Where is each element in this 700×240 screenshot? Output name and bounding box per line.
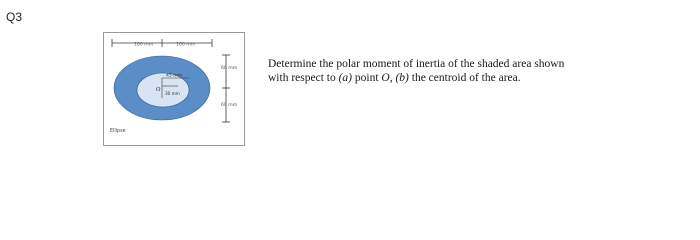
line2-sep: , — [389, 72, 396, 84]
top-dimension — [112, 39, 212, 47]
line2-mid: point — [352, 72, 382, 84]
ellipse-label: Ellipse — [110, 129, 126, 134]
dim-right-width-label: 100 mm — [176, 42, 196, 48]
line2-prefix: with respect to — [268, 72, 339, 84]
dim-left-width-label: 100 mm — [134, 42, 154, 48]
figure-frame — [103, 32, 245, 146]
part-a-marker: (a) — [338, 72, 352, 84]
problem-statement — [268, 57, 688, 85]
point-o-text: O — [381, 72, 390, 84]
problem-line-1: Determine the polar moment of inertia of the shaded area shown — [268, 58, 565, 70]
label-point-o: O — [156, 87, 161, 93]
part-b-marker: (b) — [395, 72, 409, 84]
line2-suffix: the centroid of the area. — [408, 72, 521, 84]
label-30mm: 30 mm — [165, 91, 180, 96]
problem-line-2 — [268, 71, 688, 85]
dim-top-height-label: 60 mm — [221, 66, 238, 71]
label-45mm: 45 mm — [166, 73, 183, 79]
ellipse-figure — [104, 33, 244, 145]
dim-bottom-height-label: 60 mm — [221, 103, 238, 108]
question-number: Q3 — [6, 10, 23, 24]
